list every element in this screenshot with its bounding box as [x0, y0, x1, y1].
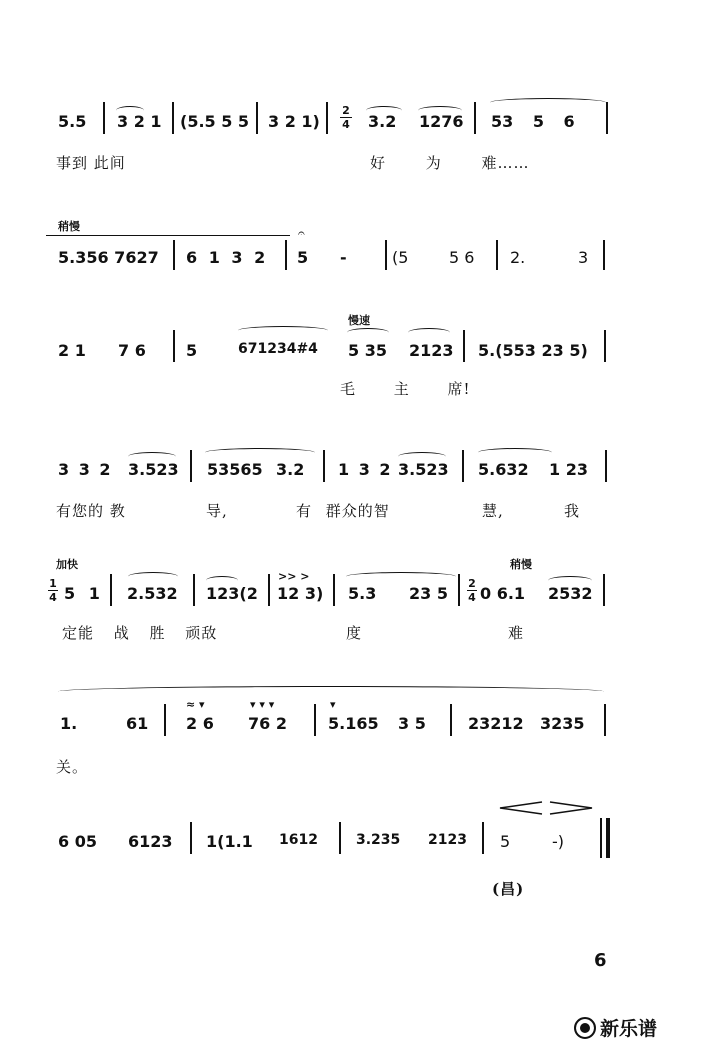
barline	[450, 704, 452, 736]
row4-measure2b: 3.2	[276, 460, 305, 479]
row5-measure2: 2.532	[127, 584, 178, 603]
tempo-marking: 稍慢	[510, 558, 532, 571]
barline	[173, 240, 175, 270]
barline	[482, 822, 484, 854]
row1-lyric-2: 好 为 难……	[370, 154, 530, 172]
row4-lyric-4: 慧,	[482, 502, 504, 520]
barline	[333, 574, 335, 606]
row5-measure1: 5 1	[64, 584, 100, 603]
row1-measure7: 53 5 6	[491, 112, 575, 131]
row1-measure3: (5.5 5 5	[180, 112, 250, 131]
barline	[103, 102, 105, 134]
row4-measure1b: 3.523	[128, 460, 179, 479]
time-sig-bottom: 4	[468, 591, 476, 604]
row3-measure2a: 5	[186, 341, 198, 360]
barline	[326, 102, 328, 134]
slur	[408, 328, 450, 337]
barline	[256, 102, 258, 134]
row6-measure3a: 5.165	[328, 714, 379, 733]
row1-measure4: 3 2 1)	[268, 112, 320, 131]
row4-measure1a: 3 3 2	[58, 460, 111, 479]
barline	[164, 704, 166, 736]
row7-measure4a: 5	[500, 832, 511, 851]
mordent-icon: ≈ ▾	[186, 698, 205, 711]
row3-measure1b: 7 6	[118, 341, 146, 360]
barline	[458, 574, 460, 606]
row6-measure1b: 61	[126, 714, 149, 733]
row2-measure4a: (5	[392, 248, 409, 267]
barline	[603, 574, 605, 606]
time-sig-top: 1	[49, 577, 57, 590]
row6-measure1a: 1.	[60, 714, 78, 733]
staccato-marks: ▾ ▾ ▾	[250, 698, 275, 711]
slur	[238, 326, 328, 335]
time-sig-bottom: 4	[49, 591, 57, 604]
barline	[285, 240, 287, 270]
staccato-mark: ▾	[330, 698, 336, 711]
barline	[462, 450, 464, 482]
barline	[604, 704, 606, 736]
final-barline-thin	[600, 818, 602, 858]
barline	[173, 330, 175, 362]
tempo-marking: 加快	[56, 558, 78, 571]
brand-logo	[574, 1014, 657, 1041]
row6-measure2a: 2 6	[186, 714, 214, 733]
row4-lyric-1: 有您的 教	[56, 502, 126, 520]
barline	[339, 822, 341, 854]
tempo-marking: 慢速	[348, 314, 370, 327]
row5-measure4b: 23 5	[409, 584, 448, 603]
row7-lyric: (昌)	[492, 880, 525, 898]
long-slur	[58, 686, 604, 697]
row7-measure2b: 1612	[279, 832, 318, 848]
barline	[496, 240, 498, 270]
row5-lyric-2: 度	[346, 624, 363, 642]
time-sig-top: 2	[468, 577, 476, 590]
slur	[205, 448, 315, 457]
barline	[190, 822, 192, 854]
row4-lyric-3: 有 群众的智	[296, 502, 390, 520]
row4-measure3b: 3.523	[398, 460, 449, 479]
row7-measure1b: 6123	[128, 832, 173, 851]
row2-measure1: 5.356 7627	[58, 248, 159, 267]
row3-measure3b: 2123	[409, 341, 454, 360]
page-number: 6	[594, 950, 607, 971]
row4-measure2a: 53565	[207, 460, 263, 479]
row4-lyric-2: 导,	[206, 502, 228, 520]
barline	[314, 704, 316, 736]
barline	[603, 240, 605, 270]
accent-marks: >> >	[278, 570, 310, 583]
row7-measure1a: 6 05	[58, 832, 97, 851]
row2-measure5a: 2.	[510, 248, 526, 267]
row7-measure4b: -)	[552, 832, 565, 851]
row5-lyric-1: 定能 战 胜 顽敌	[62, 624, 218, 642]
row3-measure4: 5.(553 23 5)	[478, 341, 588, 360]
row7-measure2a: 1(1.1	[206, 832, 253, 851]
row5-measure3b: 12 3)	[277, 584, 324, 603]
time-signature	[48, 578, 58, 603]
time-signature	[467, 578, 477, 603]
row4-measure4a: 5.632	[478, 460, 529, 479]
row6-measure4b: 3235	[540, 714, 585, 733]
row1-lyric-1: 事到 此间	[56, 154, 126, 172]
row4-lyric-5: 我	[564, 502, 581, 520]
time-signature	[340, 105, 352, 130]
barline	[605, 450, 607, 482]
row1-measure5: 3.2	[368, 112, 397, 131]
brand-name: 新乐谱	[600, 1018, 658, 1040]
row3-lyric: 毛 主 席!	[340, 380, 471, 398]
row5-measure5b: 2532	[548, 584, 593, 603]
row3-measure3a: 5 35	[348, 341, 387, 360]
barline	[323, 450, 325, 482]
barline	[474, 102, 476, 134]
row6-measure4a: 23212	[468, 714, 524, 733]
slur	[128, 572, 178, 581]
row4-measure4b: 1 23	[549, 460, 588, 479]
row2-dash: -	[340, 248, 347, 267]
barline	[463, 330, 465, 362]
slur	[347, 328, 389, 337]
row3-measure1a: 2 1	[58, 341, 86, 360]
barline	[190, 450, 192, 482]
tempo-marking: 稍慢	[58, 220, 80, 233]
row6-measure3b: 3 5	[398, 714, 426, 733]
row7-measure3a: 3.235	[356, 832, 401, 848]
row7-measure3b: 2123	[428, 832, 467, 848]
barline	[604, 330, 606, 362]
slur	[346, 572, 456, 581]
barline	[172, 102, 174, 134]
row1-measure6: 1276	[419, 112, 464, 131]
row2-measure4b: 5 6	[449, 248, 475, 267]
row1-measure2: 3 2 1	[117, 112, 162, 131]
row6-measure2b: 76 2	[248, 714, 287, 733]
time-sig-top: 2	[342, 104, 350, 117]
final-barline-thick	[606, 818, 610, 858]
record-disc-icon	[574, 1017, 596, 1039]
barline	[385, 240, 387, 270]
row2-measure2: 6 1 3 2	[186, 248, 266, 267]
row5-measure3a: 123(2	[206, 584, 258, 603]
row2-measure5b: 3	[578, 248, 589, 267]
row3-measure2b: 671234#4	[238, 341, 318, 357]
tempo-extension-line	[46, 235, 290, 236]
fermata-icon: 𝄐	[298, 226, 305, 240]
row5-measure5a: 0 6.1	[480, 584, 526, 603]
row4-measure3a: 1 3 2	[338, 460, 391, 479]
time-sig-bottom: 4	[342, 118, 350, 131]
row5-lyric-3: 难	[508, 624, 525, 642]
crescendo-decrescendo-icon	[498, 800, 594, 816]
barline	[268, 574, 270, 606]
slur	[490, 98, 606, 107]
barline	[110, 574, 112, 606]
row2-measure3: 5	[297, 248, 309, 267]
slur	[478, 448, 552, 457]
row6-lyric: 关。	[56, 758, 89, 776]
barline	[606, 102, 608, 134]
barline	[193, 574, 195, 606]
row1-measure1: 5.5	[58, 112, 87, 131]
row5-measure4a: 5.3	[348, 584, 377, 603]
